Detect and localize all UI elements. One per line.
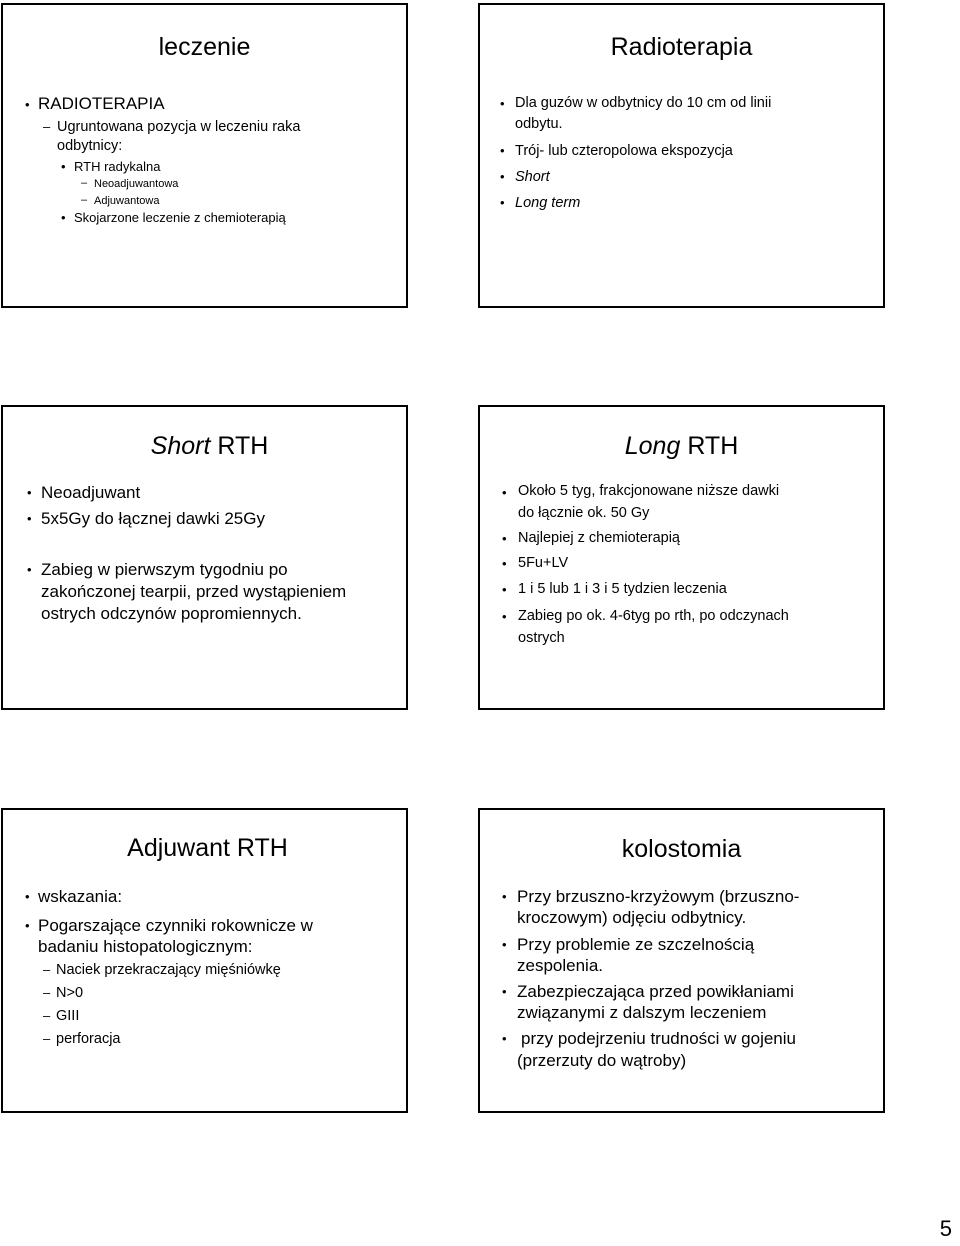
slide-title: leczenie [158, 33, 251, 61]
slide-title: Radioterapia [610, 33, 753, 61]
list-item: ostrych [518, 630, 565, 646]
dash: – [43, 985, 51, 1000]
slide-body [3, 407, 406, 708]
dash: – [43, 1031, 51, 1046]
list-item: badaniu histopatologicznym: [38, 937, 253, 956]
dash: – [81, 194, 88, 206]
bullet: • [500, 96, 505, 111]
list-item: Adjuwantowa [94, 195, 160, 207]
list-item: N>0 [56, 985, 84, 1001]
slide-body [3, 810, 406, 1111]
bullet: • [502, 582, 507, 597]
list-item: Skojarzone leczenie z chemioterapią [74, 210, 286, 225]
list-item: GIII [56, 1008, 80, 1024]
slide-body [480, 5, 883, 306]
list-item: przy podejrzeniu trudności w gojeniu [521, 1029, 796, 1048]
list-item: Dla guzów w odbytnicy do 10 cm od linii [515, 95, 772, 111]
bullet: • [502, 609, 507, 624]
dash: – [43, 1008, 51, 1023]
slide-adjuwant-rth [1, 808, 408, 1113]
list-item: Trój- lub czteropolowa ekspozycja [515, 143, 733, 159]
bullet: • [502, 485, 507, 500]
title-italic: Short [150, 432, 211, 460]
bullet: • [500, 195, 505, 210]
bullet: • [502, 556, 507, 571]
bullet: • [61, 159, 66, 174]
list-item: zakończonej tearpii, przed wystąpieniem [41, 582, 347, 601]
list-item: Najlepiej z chemioterapią [518, 530, 680, 546]
slide-radioterapia [478, 3, 885, 308]
list-item: (przerzuty do wątroby) [517, 1051, 687, 1070]
dash: – [43, 119, 51, 134]
list-item: 1 i 5 lub 1 i 3 i 5 tydzien leczenia [518, 581, 727, 597]
list-item: Zabezpieczająca przed powikłaniami [517, 982, 794, 1001]
list-item: do łącznie ok. 50 Gy [518, 505, 650, 521]
bullet: • [25, 889, 30, 904]
page-number: 5 [939, 1216, 952, 1241]
bullet: • [500, 169, 505, 184]
list-item: odbytu. [515, 116, 563, 132]
list-item: Neoadjuwant [41, 483, 141, 502]
list-item: Pogarszające czynniki rokownicze w [38, 916, 313, 935]
bullet: • [502, 1031, 507, 1046]
list-item: Neoadjuwantowa [94, 178, 179, 190]
bullet: • [502, 531, 507, 546]
slide-kolostomia [478, 808, 885, 1113]
slide-body [480, 407, 883, 708]
list-item: 5x5Gy do łącznej dawki 25Gy [41, 509, 265, 528]
list-item: Zabieg po ok. 4-6tyg po rth, po odczynach [518, 608, 789, 624]
bullet: • [25, 918, 30, 933]
bullet: • [61, 210, 66, 225]
dash: – [43, 962, 51, 977]
list-item: kroczowym) odjęciu odbytnicy. [517, 908, 747, 927]
title-rest: RTH [210, 432, 269, 460]
list-item: Zabieg w pierwszym tygodniu po [41, 560, 288, 579]
bullet: • [27, 485, 32, 500]
slide-body [480, 810, 883, 1111]
bullet: • [502, 889, 507, 904]
bullet: • [27, 562, 32, 577]
title-italic: Long [624, 432, 681, 460]
list-item: perforacja [56, 1031, 121, 1047]
slide-body [3, 5, 406, 306]
list-item: 5Fu+LV [518, 555, 569, 571]
bullet: • [27, 511, 32, 526]
list-item: RADIOTERAPIA [38, 94, 165, 113]
bullet: • [500, 143, 505, 158]
list-item: ostrych odczynów popromiennych. [41, 604, 302, 623]
list-item: Long term [515, 195, 581, 211]
bullet: • [502, 984, 507, 999]
list-item: Przy problemie ze szczelnością [517, 935, 755, 954]
list-item: Naciek przekraczający mięśniówkę [56, 962, 281, 978]
list-item: Przy brzuszno-krzyżowym (brzuszno- [517, 887, 800, 906]
bullet: • [502, 937, 507, 952]
list-item: odbytnicy: [57, 138, 123, 154]
list-item: Około 5 tyg, frakcjonowane niższe dawki [518, 483, 780, 499]
bullet: • [25, 97, 30, 112]
slide-leczenie [1, 3, 408, 308]
slide-title: Adjuwant RTH [127, 834, 288, 862]
list-item: Ugruntowana pozycja w leczeniu raka [57, 119, 301, 135]
list-item: RTH radykalna [74, 159, 161, 174]
slide-short-rth [1, 405, 408, 710]
list-item: Short [515, 169, 550, 185]
slide-title: kolostomia [621, 835, 742, 863]
slide-long-rth [478, 405, 885, 710]
list-item: wskazania: [38, 887, 123, 906]
dash: – [81, 177, 88, 189]
list-item: związanymi z dalszym leczeniem [517, 1003, 767, 1022]
title-rest: RTH [680, 432, 739, 460]
list-item: zespolenia. [517, 956, 604, 975]
